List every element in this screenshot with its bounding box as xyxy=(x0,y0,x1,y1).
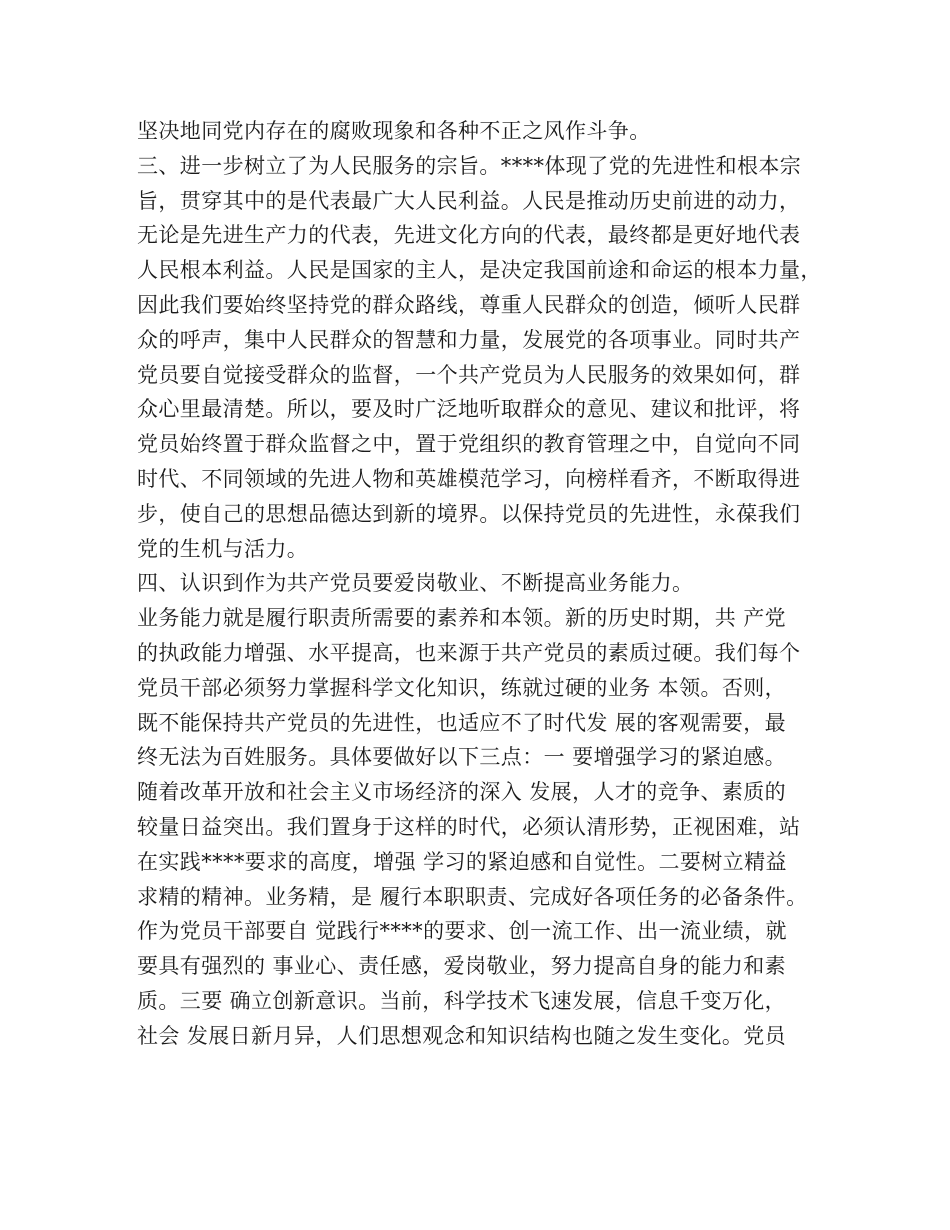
text-line: 无论是先进生产力的代表，先进文化方向的代表，最终都是更好地代表 xyxy=(137,223,801,248)
text-line: 党员要自觉接受群众的监督，一个共产党员为人民服务的效果如何，群 xyxy=(137,362,801,387)
text-line: 三、进一步树立了为人民服务的宗旨。****体现了党的先进性和根本宗 xyxy=(137,153,802,178)
text-line: 随着改革开放和社会主义市场经济的深入 发展，人才的竞争、素质的 xyxy=(137,780,787,805)
body-text xyxy=(137,114,837,1054)
text-line: 在实践****要求的高度，增强 学习的紧迫感和自觉性。二要树立精益 xyxy=(137,849,787,874)
text-line: 党的生机与活力。 xyxy=(137,536,309,561)
text-line: 因此我们要始终坚持党的群众路线，尊重人民群众的创造，倾听人民群 xyxy=(137,292,801,317)
text-line: 既不能保持共产党员的先进性，也适应不了时代发 展的客观需要，最 xyxy=(137,710,787,735)
section-heading: 四、认识到作为共产党员要爱岗敬业、不断提高业务能力。 xyxy=(137,571,694,596)
text-line: 社会 发展日新月异，人们思想观念和知识结构也随之发生变化。党员 xyxy=(137,1023,787,1048)
text-line: 要具有强烈的 事业心、责任感，爱岗敬业，努力提高自身的能力和素 xyxy=(137,954,787,979)
text-line: 时代、不同领域的先进人物和英雄模范学习，向榜样看齐，不断取得进 xyxy=(137,466,801,491)
text-line: 的执政能力增强、水平提高，也来源于共产党员的素质过硬。我们每个 xyxy=(137,640,801,665)
text-line: 质。三要 确立创新意识。当前，科学技术飞速发展，信息千变万化， xyxy=(137,988,787,1013)
text-line: 众心里最清楚。所以，要及时广泛地听取群众的意见、建议和批评，将 xyxy=(137,397,801,422)
text-line: 作为党员干部要自 觉践行****的要求、创一流工作、出一流业绩，就 xyxy=(137,919,787,944)
text-line: 坚决地同党内存在的腐败现象和各种不正之风作斗争。 xyxy=(137,119,651,143)
text-line: 党员干部必须努力掌握科学文化知识，练就过硬的业务 本领。否则， xyxy=(137,675,787,700)
text-line: 业务能力就是履行职责所需要的素养和本领。新的历史时期，共 产党 xyxy=(137,606,787,631)
text-line: 终无法为百姓服务。具体要做好以下三点：一 要增强学习的紧迫感。 xyxy=(137,745,787,770)
text-line: 求精的精神。业务精，是 履行本职职责、完成好各项任务的必备条件。 xyxy=(137,884,808,909)
text-line: 党员始终置于群众监督之中，置于党组织的教育管理之中，自觉向不同 xyxy=(137,432,801,457)
text-line: 步，使自己的思想品德达到新的境界。以保持党员的先进性，永葆我们 xyxy=(137,501,801,526)
text-line: 人民根本利益。人民是国家的主人，是决定我国前途和命运的根本力量， xyxy=(137,258,822,283)
text-line: 众的呼声，集中人民群众的智慧和力量，发展党的各项事业。同时共产 xyxy=(137,327,801,352)
text-line: 旨，贯穿其中的是代表最广大人民利益。人民是推动历史前进的动力， xyxy=(137,188,801,213)
text-line: 较量日益突出。我们置身于这样的时代，必须认清形势，正视困难，站 xyxy=(137,814,801,839)
